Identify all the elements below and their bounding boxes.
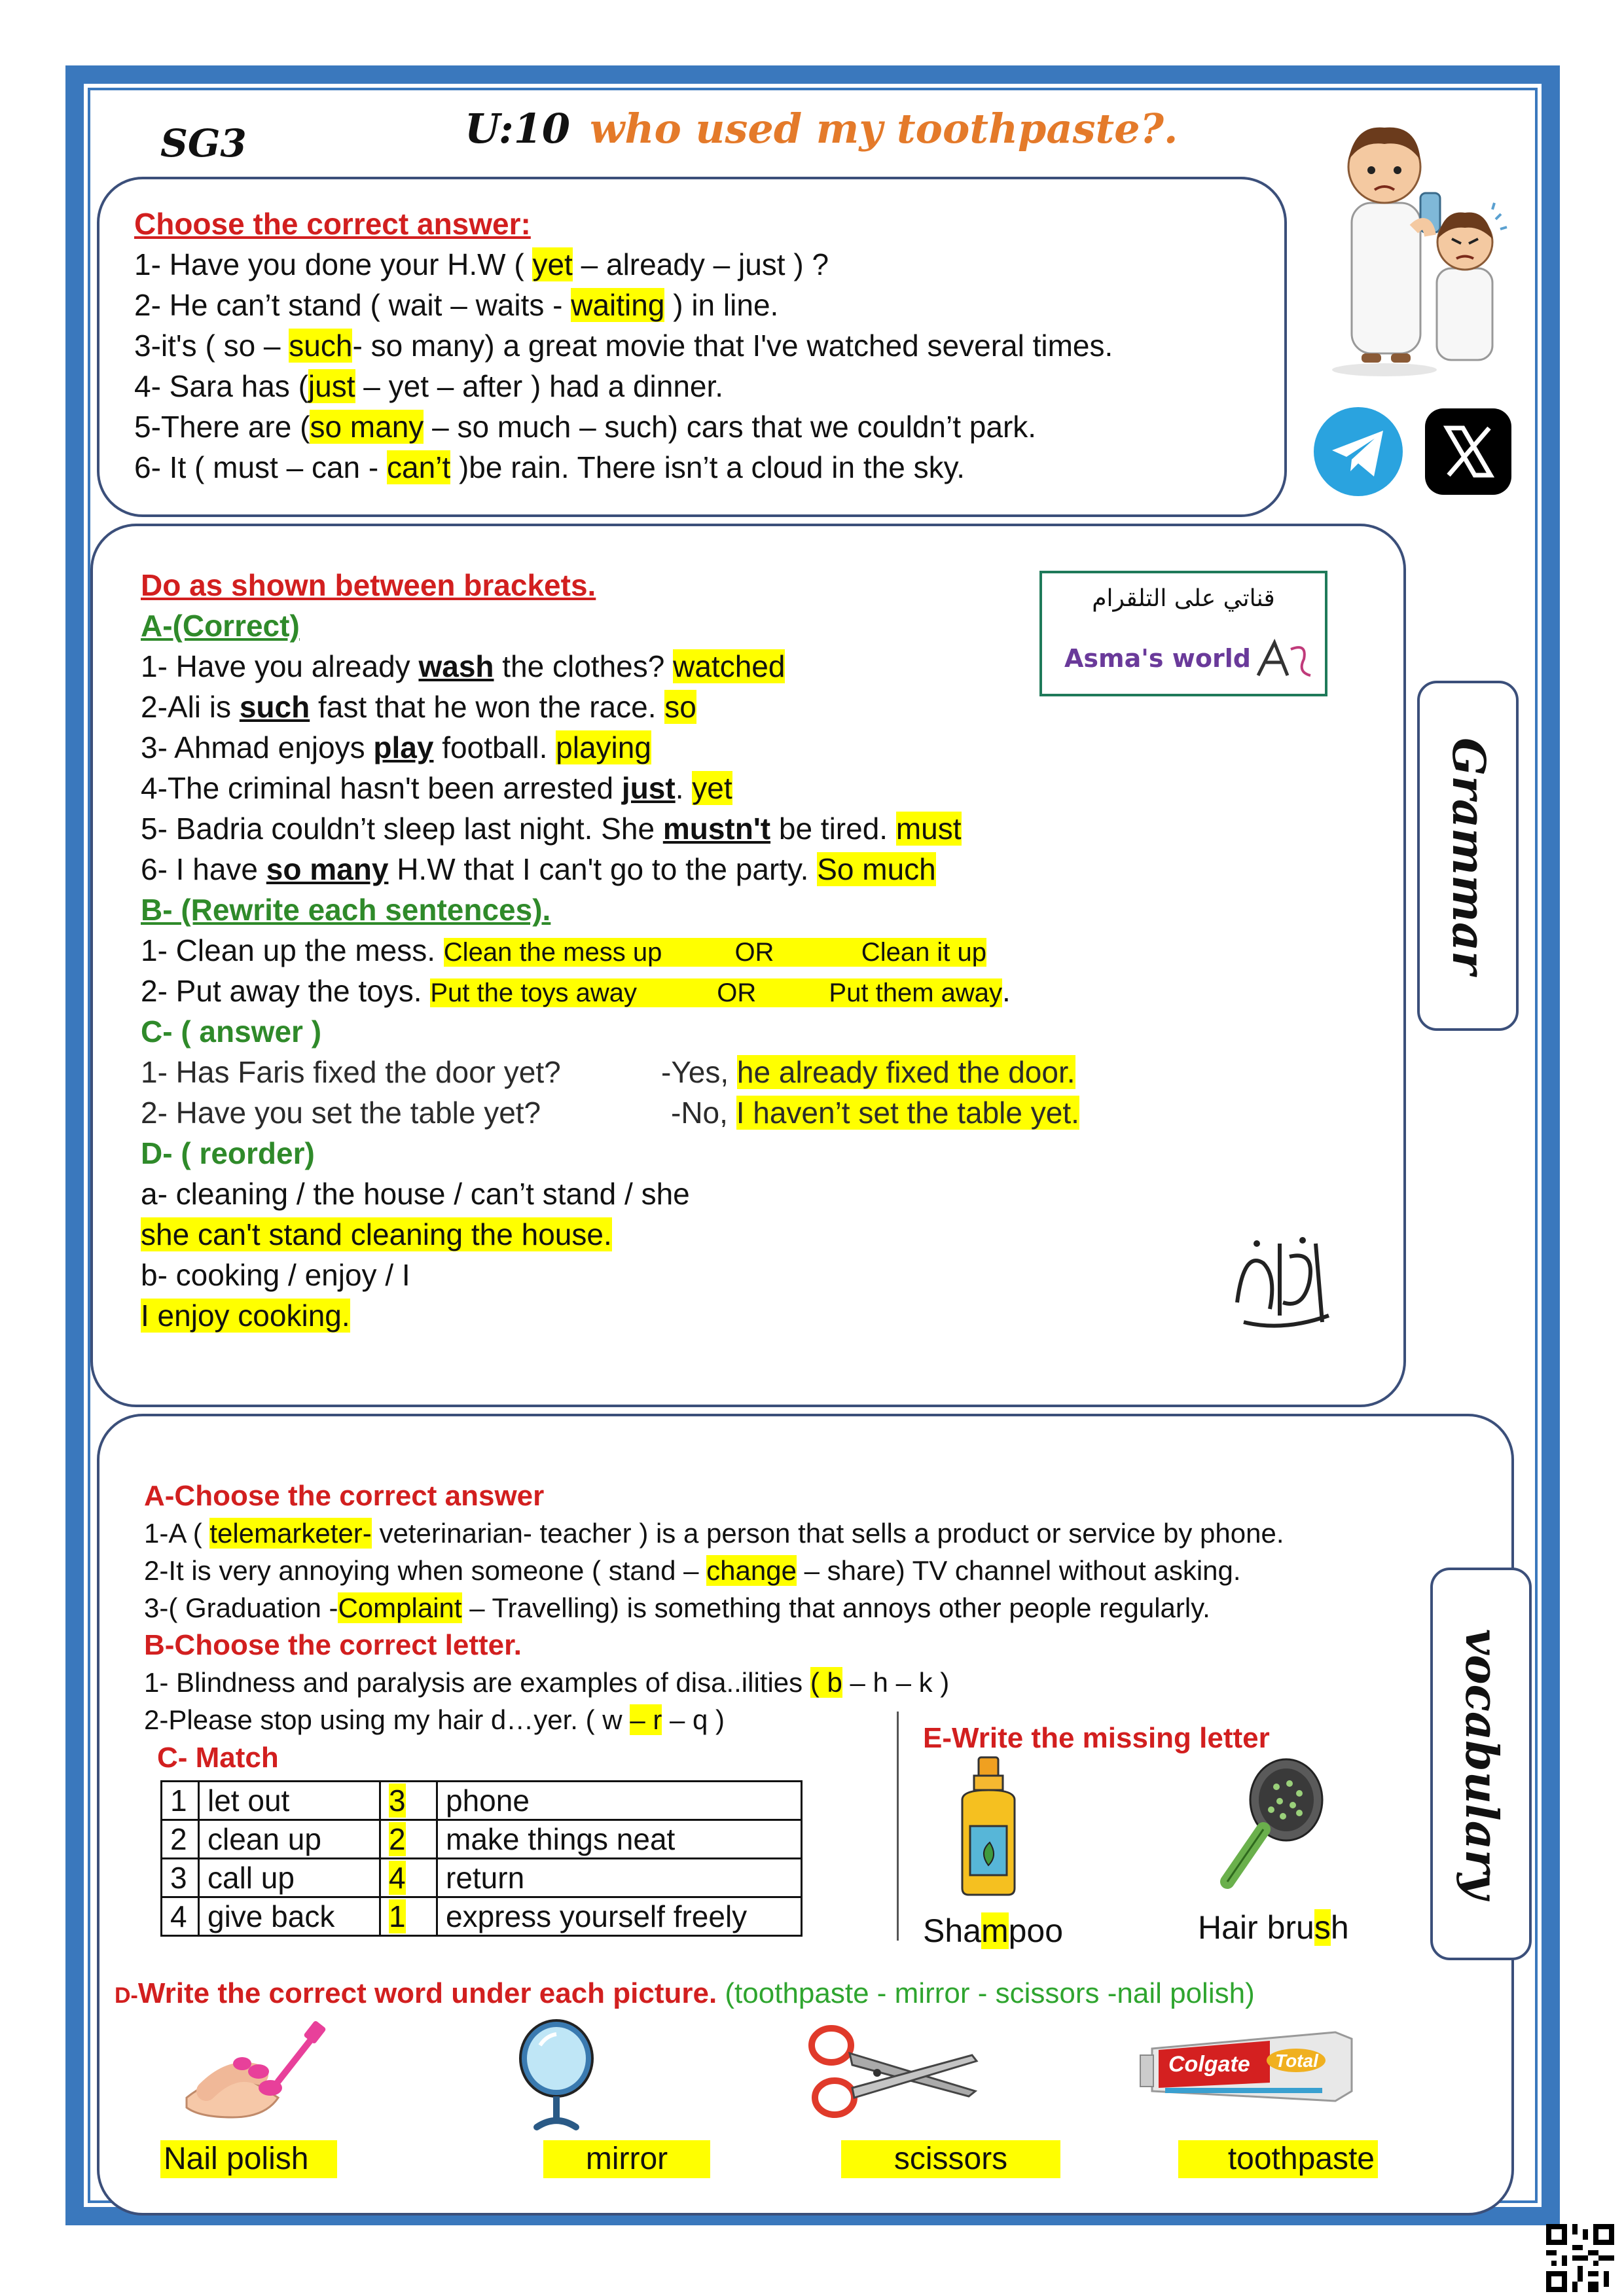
match-table — [160, 1780, 803, 1937]
correct-6: 6- I have so many H.W that I can't go to the party. So much — [141, 852, 936, 886]
scissors-icon — [805, 2019, 982, 2124]
question-2: 2- He can’t stand ( wait – waits - waiting ) in line. — [134, 288, 779, 322]
vocab-b-heading: B-Choose the correct letter. — [144, 1629, 522, 1661]
brand-logo-icon — [1252, 636, 1317, 682]
reorder-2-answer: I enjoy cooking. — [141, 1299, 350, 1333]
answer-2: -No, I haven’t set the table yet. — [671, 1096, 1079, 1130]
unit-label: U:10 — [465, 105, 571, 152]
telegram-icon[interactable] — [1312, 406, 1404, 497]
reorder-1-answer: she can't stand cleaning the house. — [141, 1217, 612, 1251]
question-6: 6- It ( must – can - can’t )be rain. There isn’t a cloud in the sky. — [134, 450, 965, 484]
hair-brush-word: Hair brush — [1198, 1909, 1349, 1946]
promo-brand: Asma's world — [1064, 644, 1251, 673]
question-1: 1- Have you done your H.W ( yet – already – just ) ? — [134, 247, 829, 281]
vocabulary-side-label: vocabulary — [1430, 1568, 1532, 1960]
boys-illustration-icon — [1316, 105, 1525, 380]
svg-text:Total: Total — [1275, 2051, 1318, 2071]
answer-1-question: 1- Has Faris fixed the door yet? — [141, 1055, 561, 1089]
calligraphy-logo-icon — [1218, 1224, 1342, 1335]
nail-polish-icon — [180, 2019, 337, 2127]
mirror-icon — [511, 2016, 602, 2134]
shampoo-word: Shampoo — [923, 1912, 1064, 1949]
reorder-2: b- cooking / enjoy / I — [141, 1258, 410, 1292]
part-c-heading: C- ( answer ) — [141, 1014, 322, 1049]
shampoo-bottle-icon — [949, 1754, 1028, 1898]
correct-1: 1- Have you already wash the clothes? watched — [141, 649, 785, 683]
rewrite-2: 2- Put away the toys. Put the toys away OR Put them away. — [141, 974, 1011, 1008]
letter-1: 1- Blindness and paralysis are examples of disa..ilities ( b – h – k ) — [144, 1667, 950, 1698]
correct-4: 4-The criminal hasn't been arrested just. yet — [141, 771, 732, 805]
caption-mirror: mirror — [543, 2140, 710, 2178]
hair-brush-icon — [1211, 1754, 1329, 1892]
section1-heading: Choose the correct answer: — [134, 207, 531, 241]
match-row: 1 let out 3 phone — [162, 1782, 802, 1820]
picture-words-line: D-Write the correct word under each picture. (toothpaste - mirror - scissors -nail polish) — [115, 1977, 1255, 2009]
page-title — [465, 105, 1178, 152]
section2-heading: Do as shown between brackets. — [141, 568, 596, 602]
correct-5: 5- Badria couldn’t sleep last night. She mustn't be tired. must — [141, 812, 962, 846]
match-row: 4 give back 1 express yourself freely — [162, 1897, 802, 1936]
answer-2-question: 2- Have you set the table yet? — [141, 1096, 541, 1130]
vocab-a-heading: A-Choose the correct answer — [144, 1480, 545, 1512]
correct-2: 2-Ali is such fast that he won the race. so — [141, 690, 696, 724]
caption-toothpaste: toothpaste — [1178, 2140, 1378, 2178]
part-d-heading: D- ( reorder) — [141, 1136, 315, 1170]
grammar-side-label: Grammar — [1417, 681, 1519, 1031]
telegram-promo[interactable] — [1039, 571, 1327, 696]
toothpaste-icon — [1139, 2022, 1362, 2121]
vocab-1: 1-A ( telemarketer- veterinarian- teacher ) is a person that sells a product or service by phone. — [144, 1518, 1284, 1549]
reorder-1: a- cleaning / the house / can’t stand / she — [141, 1177, 690, 1211]
match-row: 3 call up 4 return — [162, 1859, 802, 1897]
question-3: 3-it's ( so – such- so many) a great movie that I've watched several times. — [134, 329, 1113, 363]
correct-3: 3- Ahmad enjoys play football. playing — [141, 730, 651, 764]
promo-arabic: قناتي على التلقرام — [1092, 585, 1275, 612]
part-a-heading: A-(Correct) — [141, 609, 300, 643]
qr-code-icon[interactable] — [1546, 2224, 1614, 2292]
svg-text:Colgate: Colgate — [1168, 2052, 1250, 2077]
match-heading: C- Match — [157, 1742, 279, 1774]
worksheet-code: SG3 — [160, 121, 247, 166]
question-5: 5-There are (so many – so much – such) cars that we couldn’t park. — [134, 410, 1037, 444]
letter-2: 2-Please stop using my hair d…yer. ( w – r – q ) — [144, 1704, 725, 1735]
question-4: 4- Sara has (just – yet – after ) had a dinner. — [134, 369, 724, 403]
vocab-2: 2-It is very annoying when someone ( stand – change – share) TV channel without asking. — [144, 1555, 1241, 1586]
x-twitter-icon[interactable] — [1424, 407, 1513, 496]
rewrite-1: 1- Clean up the mess. Clean the mess up OR Clean it up — [141, 933, 987, 967]
vocab-3: 3-( Graduation -Complaint – Travelling) is something that annoys other people regularly. — [144, 1592, 1210, 1623]
answer-1: -Yes, he already fixed the door. — [661, 1055, 1075, 1089]
part-b-heading: B- (Rewrite each sentences). — [141, 893, 551, 927]
match-row: 2 clean up 2 make things neat — [162, 1820, 802, 1859]
caption-nail-polish: Nail polish — [160, 2140, 337, 2178]
unit-title: who used my toothpaste?. — [590, 105, 1178, 152]
caption-scissors: scissors — [841, 2140, 1060, 2178]
column-divider — [897, 1712, 899, 1941]
missing-letter-heading: E-Write the missing letter — [923, 1722, 1270, 1754]
